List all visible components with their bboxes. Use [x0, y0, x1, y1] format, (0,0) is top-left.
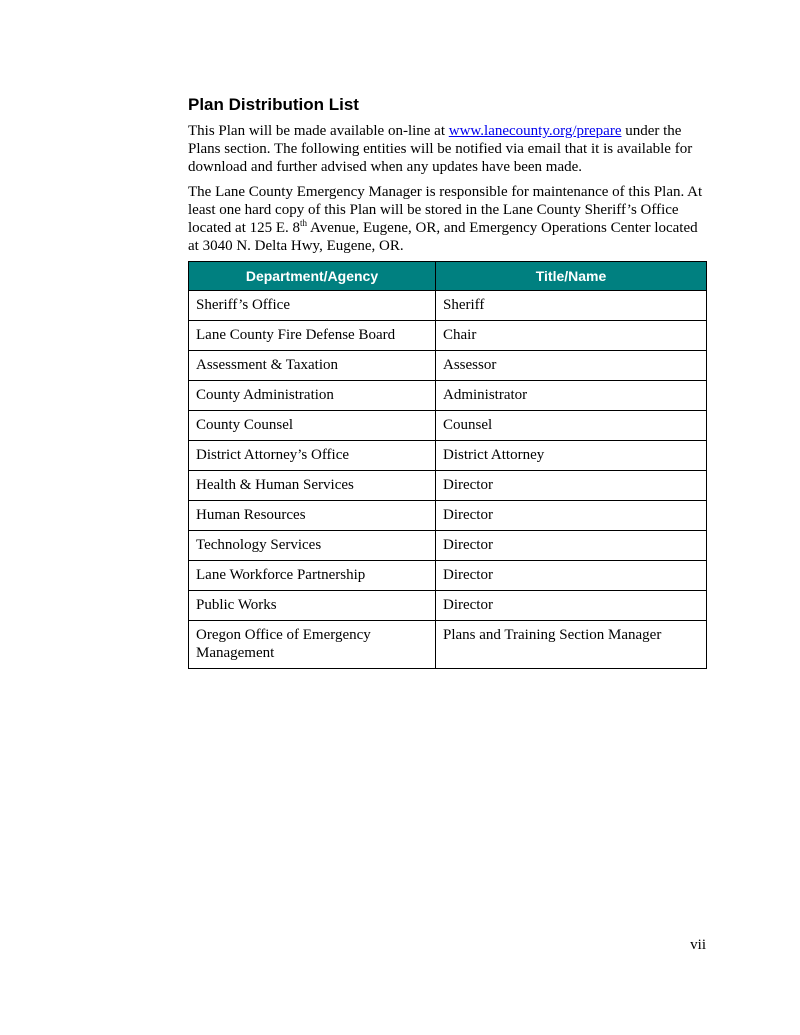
table-row: [189, 561, 707, 591]
table-row: [189, 531, 707, 561]
department-cell: Technology Services: [189, 531, 436, 561]
ordinal-superscript: th: [300, 218, 308, 229]
table-row: [189, 621, 707, 669]
title-cell: Director: [436, 561, 707, 591]
title-cell: Director: [436, 591, 707, 621]
department-cell: Sheriff’s Office: [189, 291, 436, 321]
table-row: [189, 381, 707, 411]
title-cell: District Attorney: [436, 441, 707, 471]
column-header-department: Department/Agency: [189, 262, 436, 291]
department-cell: Lane County Fire Defense Board: [189, 321, 436, 351]
table-row: [189, 321, 707, 351]
page-title: Plan Distribution List: [188, 95, 359, 114]
title-cell: Sheriff: [436, 291, 707, 321]
table-row: [189, 471, 707, 501]
department-cell: Public Works: [189, 591, 436, 621]
department-cell: District Attorney’s Office: [189, 441, 436, 471]
maintenance-paragraph: [188, 183, 706, 256]
table-row: [189, 351, 707, 381]
table-header-row: [189, 262, 707, 291]
department-cell: County Administration: [189, 381, 436, 411]
maintenance-text-end: Avenue, Eugene, OR, and Emergency Operations Center located at 3040 N. Delta Hwy, Eugene, OR.: [188, 220, 698, 255]
title-cell: Director: [436, 501, 707, 531]
distribution-table: [188, 261, 707, 669]
title-cell: Administrator: [436, 381, 707, 411]
department-cell: Lane Workforce Partnership: [189, 561, 436, 591]
department-cell: Assessment & Taxation: [189, 351, 436, 381]
department-cell: Oregon Office of Emergency Management: [189, 621, 436, 669]
title-cell: Plans and Training Section Manager: [436, 621, 707, 669]
availability-paragraph: [188, 122, 706, 177]
document-content: [188, 94, 706, 669]
department-cell: Health & Human Services: [189, 471, 436, 501]
page-number: vii: [690, 937, 706, 953]
title-cell: Chair: [436, 321, 707, 351]
maintenance-text-start: The Lane County Emergency Manager is responsible for maintenance of this Plan. At least one hard copy of this Plan will be stored in the Lane County Sheriff’s Office located at 125 E. 8: [188, 183, 703, 237]
title-cell: Director: [436, 531, 707, 561]
title-cell: Assessor: [436, 351, 707, 381]
department-cell: County Counsel: [189, 411, 436, 441]
table-row: [189, 411, 707, 441]
table-row: [189, 591, 707, 621]
title-cell: Director: [436, 471, 707, 501]
title-cell: Counsel: [436, 411, 707, 441]
table-row: [189, 291, 707, 321]
table-row: [189, 441, 707, 471]
availability-text-end: under the Plans section. The following entities will be notified via email that it is available for download and further advised when any updates have been made.: [188, 123, 693, 176]
table-row: [189, 501, 707, 531]
column-header-title: Title/Name: [436, 262, 707, 291]
lanecounty-prepare-link[interactable]: www.lanecounty.org/prepare: [448, 123, 622, 139]
department-cell: Human Resources: [189, 501, 436, 531]
availability-text-start: This Plan will be made available on-line at: [188, 123, 449, 139]
